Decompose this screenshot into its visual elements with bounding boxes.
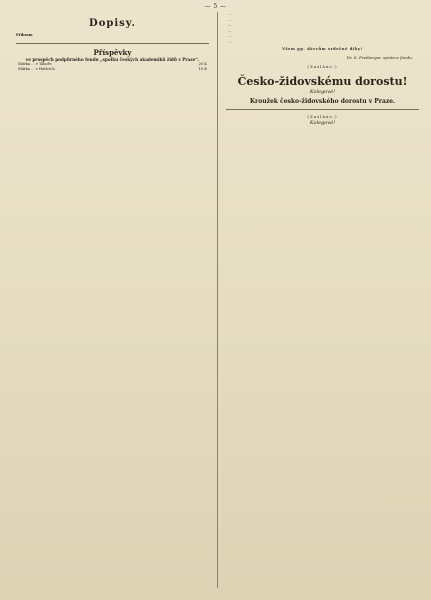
dopisy-heading: Dopisy. bbox=[89, 18, 136, 29]
donation-label: … bbox=[228, 12, 232, 16]
prispevky-label: Sbírka … v Hořicích bbox=[18, 67, 55, 71]
donations-ledger bbox=[226, 12, 419, 45]
prispevky-heading: Příspěvky bbox=[93, 47, 132, 57]
donation-label: … bbox=[228, 39, 232, 44]
zaslano-label: (Zasláno.) bbox=[307, 63, 338, 69]
donation-label: … bbox=[228, 34, 232, 38]
donation-label: … bbox=[228, 28, 232, 33]
donations-signature: Dr. S. Freiberger, správce fondu. bbox=[346, 54, 413, 60]
dopisy-place bbox=[16, 33, 209, 39]
kruzek-signature: Kroužek česko-židovského dorostu v Praze. bbox=[249, 97, 396, 105]
donation-label: … bbox=[228, 23, 232, 27]
donations-thanks: Všem pp. dárcům srdečné díky! bbox=[282, 47, 363, 51]
prispevky-ledger bbox=[16, 62, 209, 73]
prispevky-amount: 20 K bbox=[198, 61, 207, 66]
page-number: — 5 — bbox=[204, 3, 227, 10]
prispevky-label: Sbírka … v Táboře bbox=[18, 61, 52, 66]
donation-row bbox=[226, 40, 419, 46]
section-divider bbox=[226, 109, 419, 110]
prispevky-amount: 10 K bbox=[198, 67, 207, 71]
second-salutation: Kolegové! bbox=[309, 119, 336, 126]
dorost-heading: Česko-židovskému dorostu! bbox=[237, 74, 408, 88]
prispevky-row bbox=[16, 67, 209, 73]
fund-name: ve prospěch podpůrného fondu „spolku českých akademiků židů v Praze“. bbox=[25, 56, 200, 62]
dorost-salutation: Kolegové! bbox=[309, 88, 336, 95]
section-divider bbox=[16, 43, 209, 44]
dopisy-place-name: Příbram bbox=[16, 33, 33, 37]
zaslano-label-2: (Zasláno.) bbox=[307, 113, 338, 119]
left-column bbox=[16, 12, 209, 590]
right-column bbox=[226, 12, 419, 590]
donation-label: … bbox=[228, 17, 232, 22]
column-divider bbox=[217, 12, 218, 588]
